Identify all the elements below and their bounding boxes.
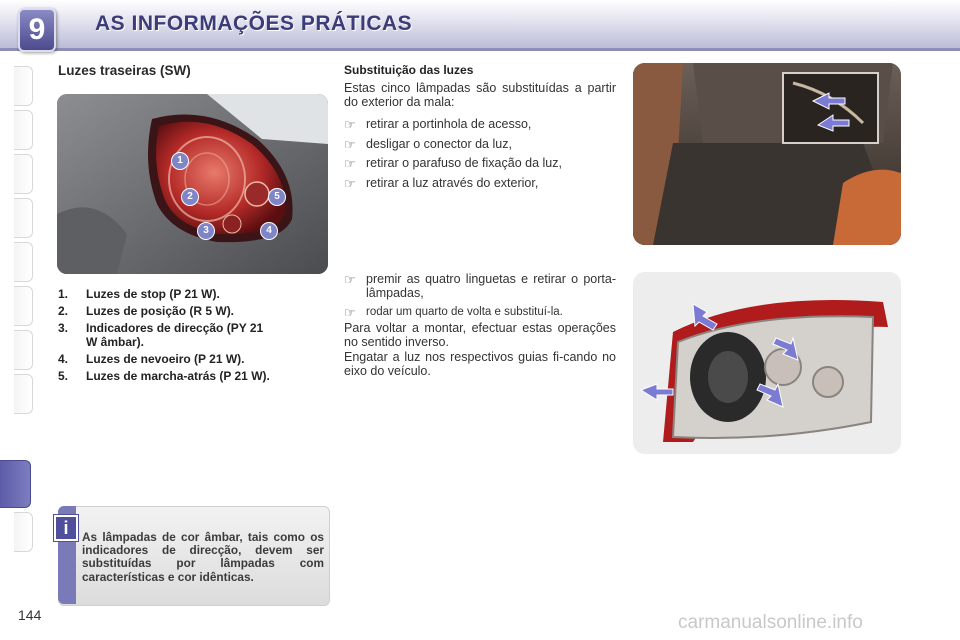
list-item-text: Luzes de posição (R 5 W).: [86, 304, 235, 318]
lamp-unit-photo: [633, 272, 901, 454]
list-item: [58, 369, 330, 383]
trunk-illustration: [633, 63, 901, 245]
list-item-number: 3.: [58, 321, 69, 335]
pointing-hand-icon: ☞: [344, 117, 356, 132]
marker-5: 5: [268, 188, 286, 206]
lamp-unit-illustration: [633, 272, 901, 454]
step-text: retirar o parafuso de fixação da luz,: [366, 156, 562, 170]
marker-3: 3: [197, 222, 215, 240]
alignment-paragraph: Engatar a luz nos respectivos guias fi-cando no eixo do veículo.: [344, 350, 616, 378]
chapter-tab[interactable]: [14, 330, 33, 370]
marker-1: 1: [171, 152, 189, 170]
steps-list-b: [344, 273, 616, 326]
step-item: [344, 138, 616, 152]
chapter-tab[interactable]: [14, 374, 33, 414]
list-item: [58, 321, 330, 349]
chapter-tabs: [0, 66, 36, 576]
page-number: 144: [18, 607, 42, 623]
pointing-hand-icon: ☞: [344, 136, 356, 152]
chapter-tab[interactable]: [14, 286, 33, 326]
step-item: [344, 157, 616, 171]
list-item-text: Luzes de marcha-atrás (P 21 W).: [86, 369, 270, 383]
chapter-tab[interactable]: [14, 242, 33, 282]
chapter-tab[interactable]: [14, 110, 33, 150]
step-item: [344, 306, 616, 320]
list-item-number: 1.: [58, 287, 69, 301]
intro-paragraph: Estas cinco lâmpadas são substituídas a partir do exterior da mala:: [344, 81, 616, 109]
chapter-tab[interactable]: [14, 154, 33, 194]
chapter-tab-active[interactable]: [0, 460, 31, 508]
header-divider: [0, 48, 960, 51]
marker-2: 2: [181, 188, 199, 206]
info-icon: i: [54, 515, 78, 541]
step-text: retirar a portinhola de acesso,: [366, 117, 532, 131]
list-item-text: Luzes de stop (P 21 W).: [86, 287, 220, 301]
step-item: [344, 177, 616, 191]
step-text: retirar a luz através do exterior,: [366, 175, 539, 190]
list-item-number: 4.: [58, 352, 69, 366]
list-item-text: Luzes de nevoeiro (P 21 W).: [86, 352, 245, 366]
step-item: [344, 118, 616, 132]
pointing-hand-icon: ☞: [344, 272, 356, 287]
steps-list-a: [344, 118, 616, 196]
page-title: AS INFORMAÇÕES PRÁTICAS: [95, 12, 413, 35]
step-text: premir as quatro linguetas e retirar o porta-lâmpadas,: [366, 272, 616, 300]
step-item: [344, 273, 616, 300]
subsection-title: Substituição das luzes: [344, 63, 474, 77]
reassembly-paragraph: Para voltar a montar, efectuar estas operações no sentido inverso.: [344, 321, 616, 349]
list-item-number: 2.: [58, 304, 69, 318]
pointing-hand-icon: ☞: [344, 175, 356, 191]
rear-light-illustration: [57, 94, 328, 274]
list-item-number: 5.: [58, 369, 69, 383]
list-item-text: Indicadores de direcção (PY 21 W âmbar).: [86, 321, 264, 349]
list-item: [58, 304, 330, 318]
trunk-photo: [633, 63, 901, 245]
chapter-tab[interactable]: [14, 66, 33, 106]
section-title: Luzes traseiras (SW): [58, 63, 191, 78]
chapter-badge: 9: [18, 8, 56, 52]
step-text: desligar o conector da luz,: [366, 136, 512, 151]
rear-light-photo: [57, 94, 328, 274]
pointing-hand-icon: ☞: [344, 156, 356, 171]
marker-4: 4: [260, 222, 278, 240]
chapter-tab[interactable]: [14, 512, 33, 552]
list-item: [58, 287, 330, 301]
watermark: carmanualsonline.info: [678, 612, 863, 633]
chapter-tab[interactable]: [14, 198, 33, 238]
step-text: rodar um quarto de volta e substituí-la.: [366, 306, 563, 318]
info-text: As lâmpadas de cor âmbar, tais como os indicadores de direcção, devem ser substituídas por lâmpadas com características e cor idênticas.: [82, 530, 324, 584]
list-item: [58, 352, 330, 366]
bulb-list: [58, 287, 330, 386]
pointing-hand-icon: ☞: [344, 305, 356, 320]
